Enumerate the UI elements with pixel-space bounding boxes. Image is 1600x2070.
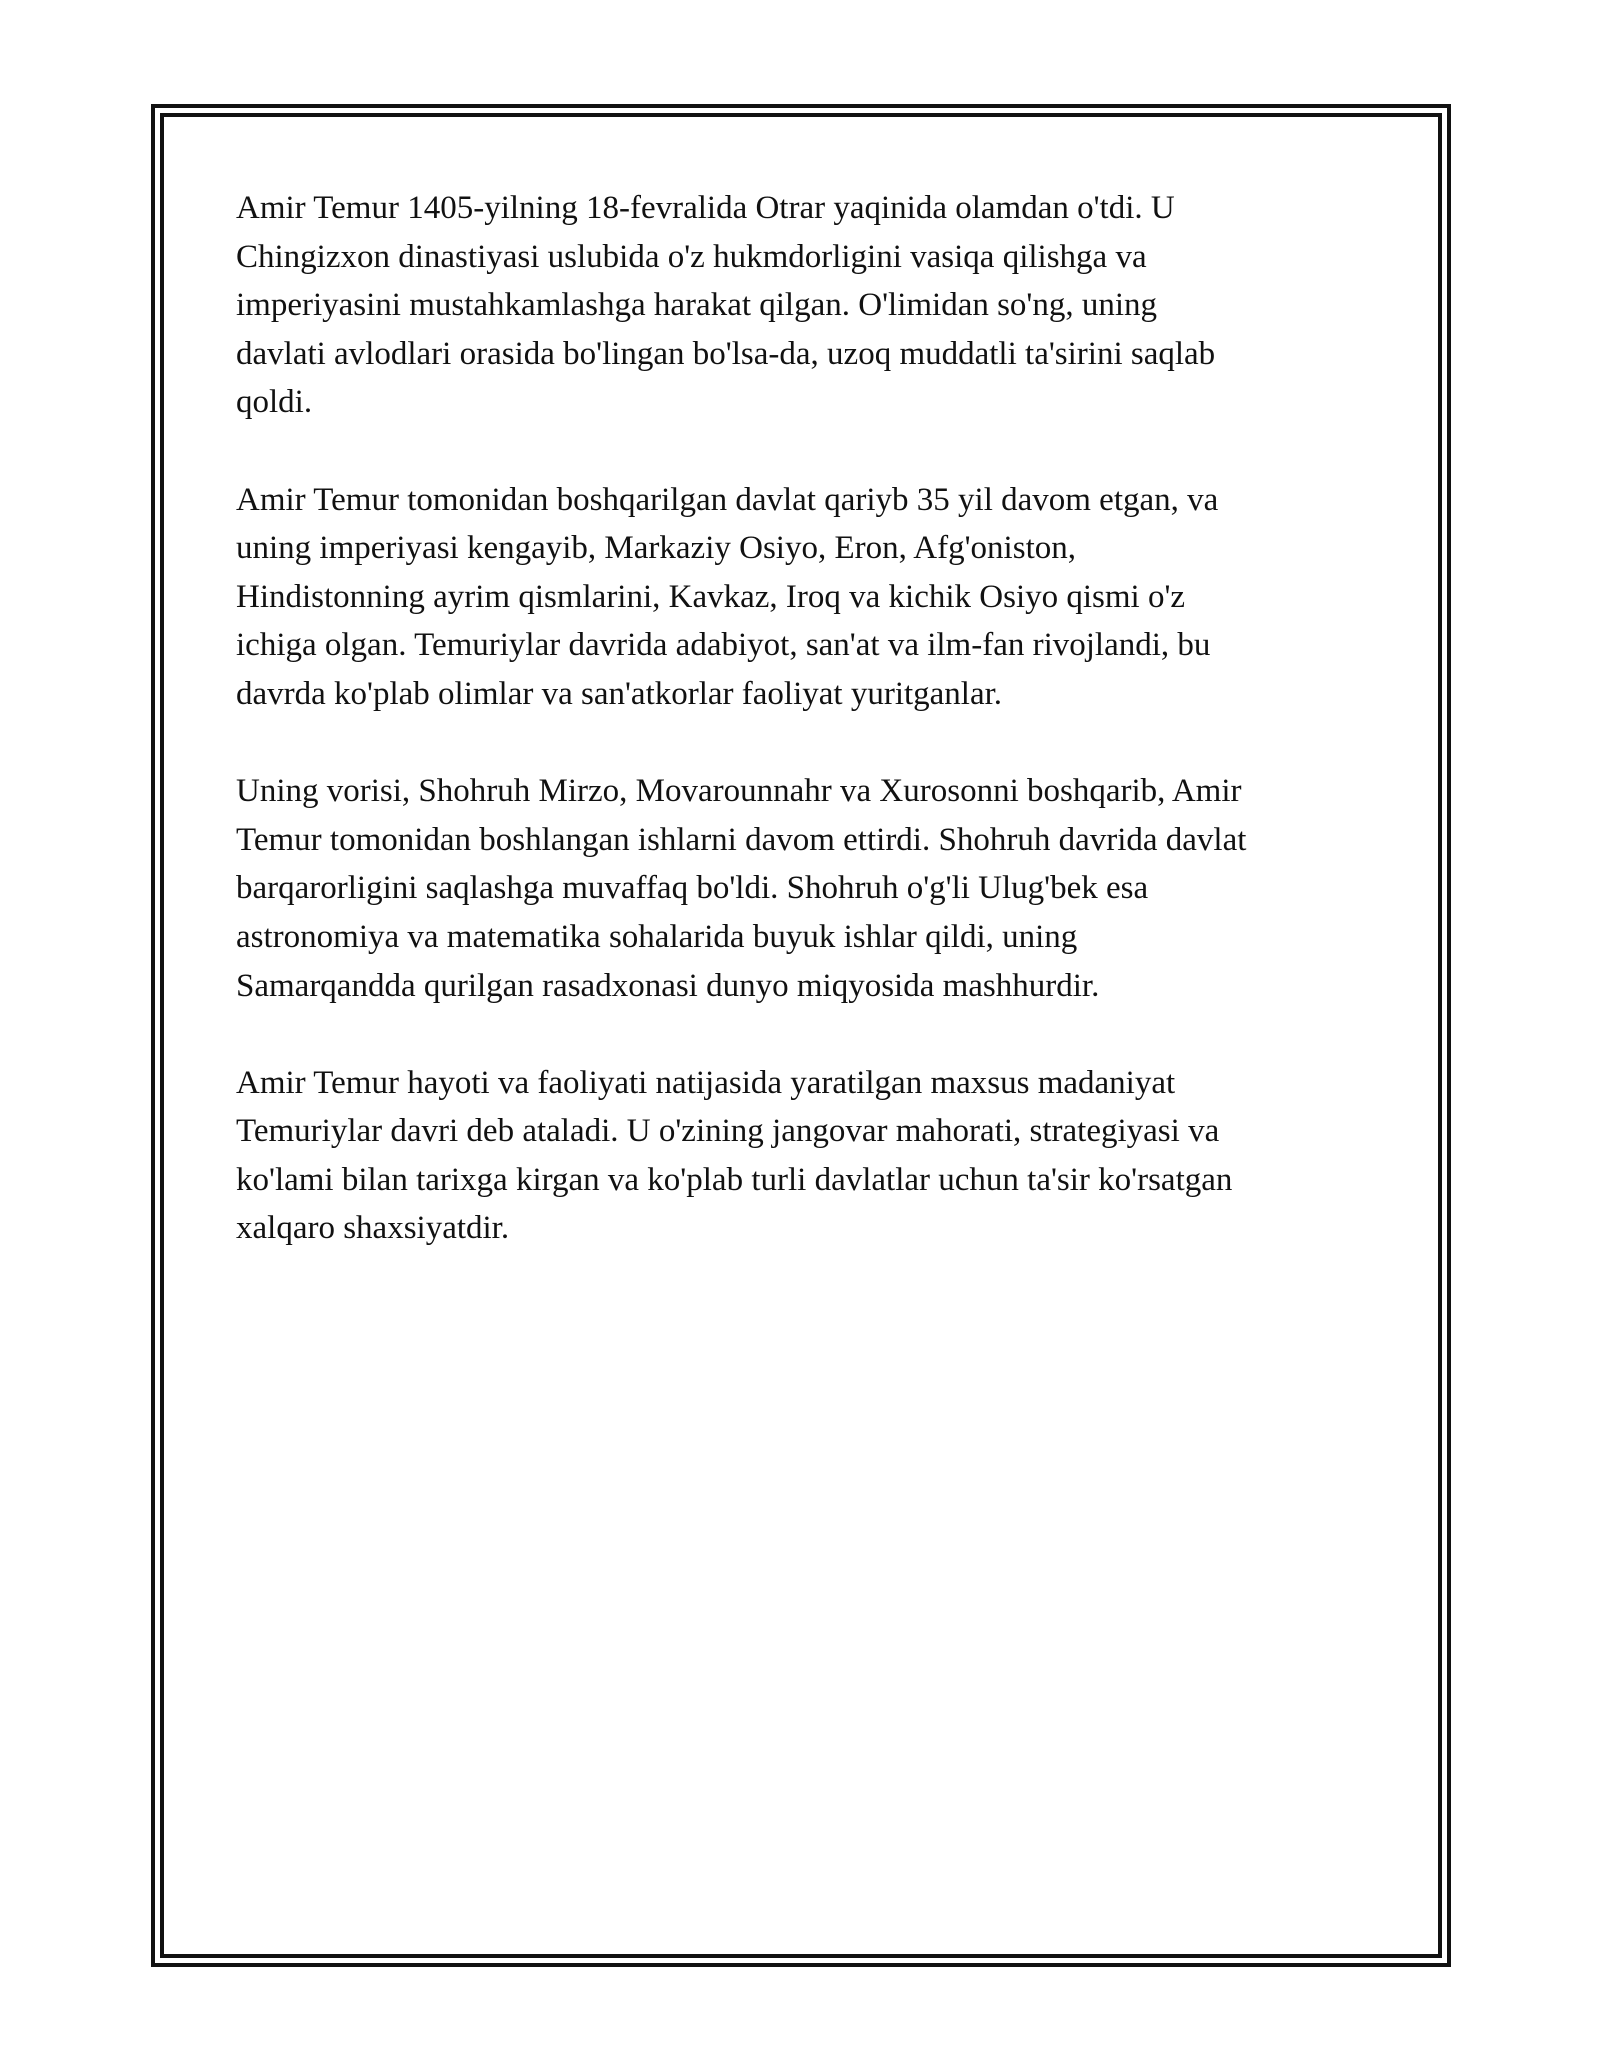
document-body bbox=[236, 184, 1376, 1302]
paragraph-4: Amir Temur hayoti va faoliyati natijasida yaratilgan maxsus madaniyat Temuriylar davri deb ataladi. U o'zining jangovar mahorati, strategiyasi va ko'lami bilan tarixga kirgan va ko'plab turli davlatlar uchun ta'sir ko'rsatgan xalqaro shaxsiyatdir. bbox=[236, 1064, 1233, 1247]
paragraph-2: Amir Temur tomonidan boshqarilgan davlat qariyb 35 yil davom etgan, va uning imperiyasi kengayib, Markaziy Osiyo, Eron, Afg'oniston, Hindistonning ayrim qismlarini, Kavkaz, Iroq va kichik Osiyo qismi o'z ichiga olgan. Temuriylar davrida adabiyot, san'at va ilm-fan rivojlandi, bu davrda ko'plab olimlar va san'atkorlar faoliyat yuritganlar. bbox=[236, 481, 1219, 712]
paragraph-3: Uning vorisi, Shohruh Mirzo, Movarounnahr va Xurosonni boshqarib, Amir Temur tomonidan boshlangan ishlarni davom ettirdi. Shohruh davrida davlat barqarorligini saqlashga muvaffaq bo'ldi. Shohruh o'g'li Ulug'bek esa astronomiya va matematika sohalarida buyuk ishlar qildi, uning Samarqandda qurilgan rasadxonasi dunyo miqyosida mashhurdir. bbox=[236, 773, 1247, 1004]
paragraph-1: Amir Temur 1405-yilning 18-fevralida Otrar yaqinida olamdan o'tdi. U Chingizxon dinastiyasi uslubida o'z hukmdorligini vasiqa qilishga va imperiyasini mustahkamlashga harakat qilgan. O'limidan so'ng, uning davlati avlodlari orasida bo'lingan bo'lsa-da, uzoq muddatli ta'sirini saqlab qoldi. bbox=[236, 190, 1216, 421]
